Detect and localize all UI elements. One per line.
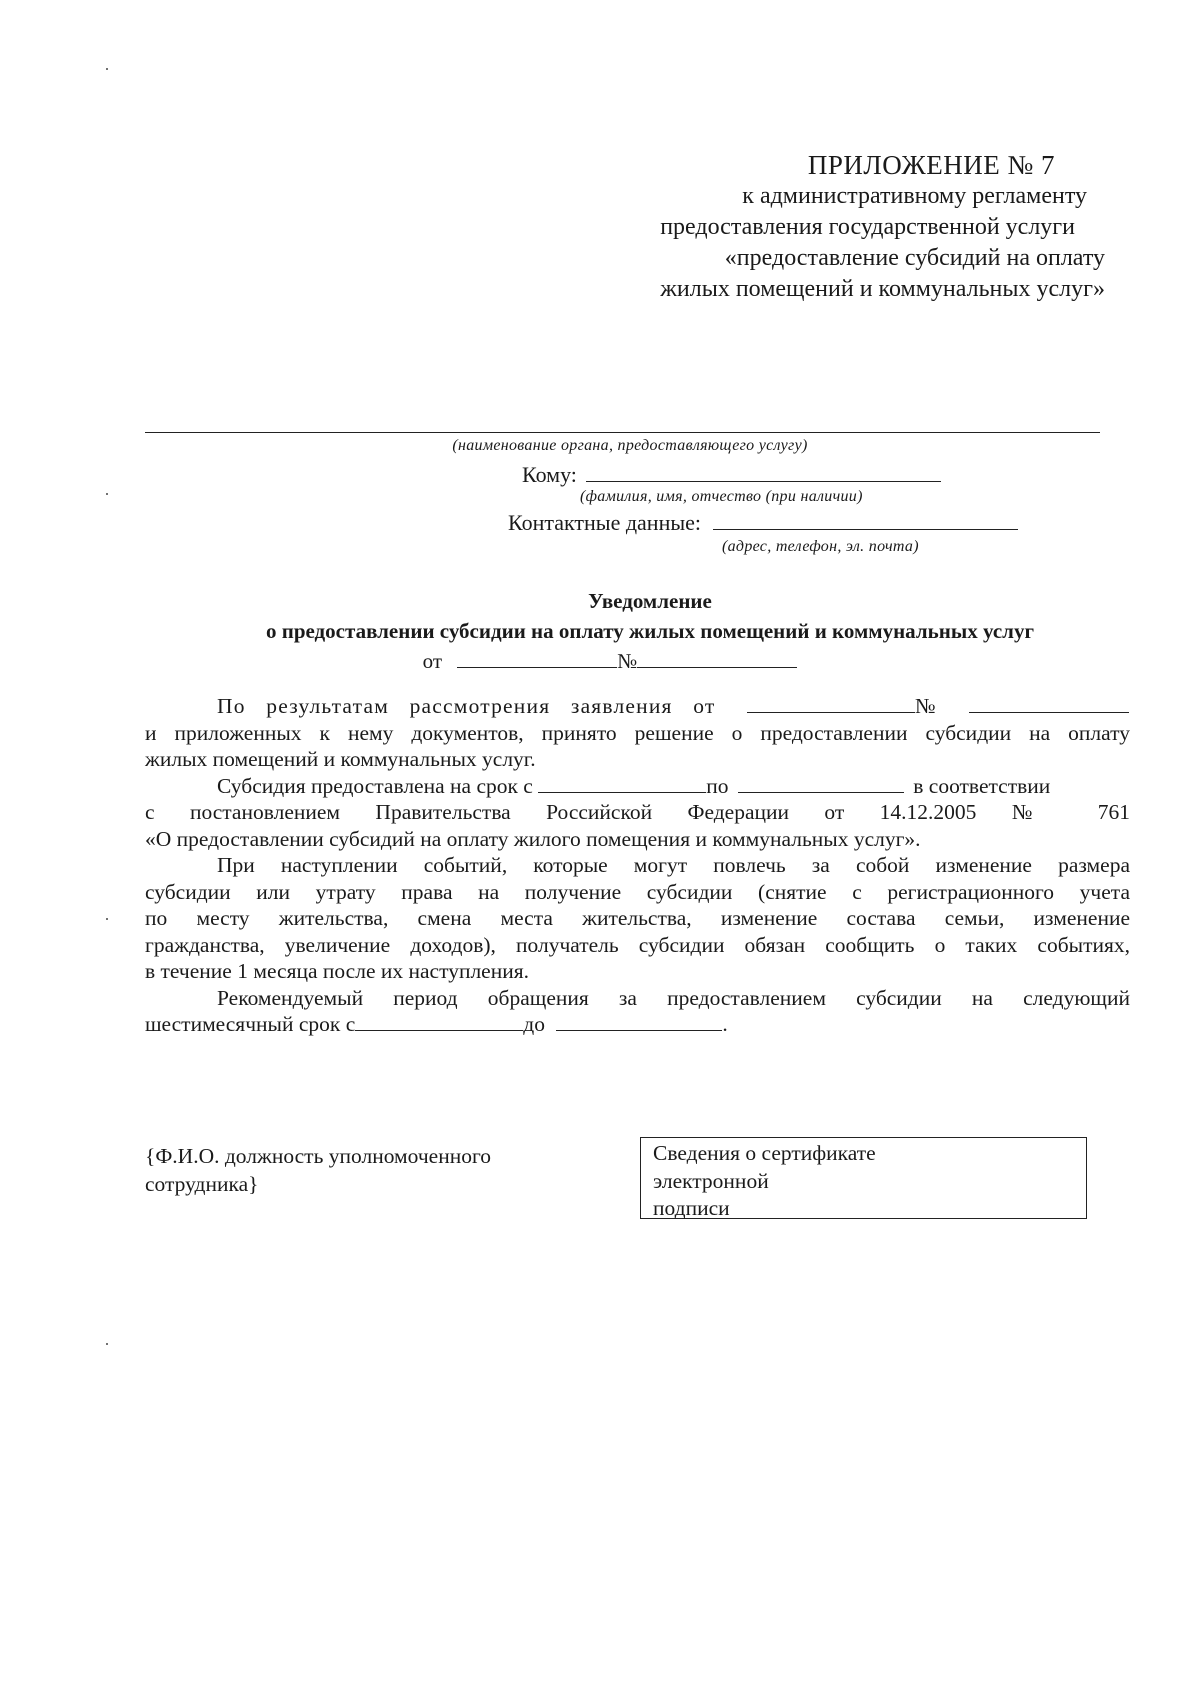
appendix-line: предоставления государственной услуги xyxy=(660,214,1075,240)
from-label: от xyxy=(422,649,443,673)
scan-speck xyxy=(106,918,108,920)
authority-fill-line xyxy=(145,432,1100,433)
authority-caption: (наименование органа, предоставляющего услугу) xyxy=(452,437,808,454)
body-line: по месту жительства, смена места жительства, изменение состава семьи, изменение xyxy=(145,906,1130,930)
notice-body xyxy=(145,693,1130,1038)
notice-date-blank xyxy=(457,649,617,668)
term-end-blank xyxy=(738,774,904,793)
number-label: № xyxy=(914,694,936,718)
notice-title xyxy=(0,586,1200,676)
term-start-blank xyxy=(538,774,706,793)
recipient-row xyxy=(522,461,941,488)
notice-subtitle-line: о предоставлении субсидии на оплату жилых помещений и коммунальных услуг xyxy=(265,619,1034,643)
body-line: жилых помещений и коммунальных услуг. xyxy=(145,747,536,771)
recipient-name-blank xyxy=(586,461,941,482)
body-text-fragment: до xyxy=(523,1012,545,1036)
body-text-fragment: по xyxy=(706,773,729,798)
cert-line: подписи xyxy=(653,1196,730,1220)
signer-block xyxy=(145,1142,575,1198)
body-line: с постановлением Правительства Российской Федерации от 14.12.2005 № 761 xyxy=(145,800,1130,824)
appendix-line: к административному регламенту xyxy=(742,183,1087,209)
body-line: гражданства, увеличение доходов), получатель субсидии обязан сообщить о таких событиях, xyxy=(145,932,1130,957)
contact-label: Контактные данные: xyxy=(508,510,701,535)
cert-line: Сведения о сертификате xyxy=(653,1141,876,1165)
body-line xyxy=(145,693,1130,720)
paragraph-events xyxy=(145,852,1130,985)
paragraph-period xyxy=(145,985,1130,1038)
fio-caption: (фамилия, имя, отчество (при наличии) xyxy=(580,488,863,505)
scan-speck xyxy=(106,1343,108,1345)
body-line: Рекомендуемый период обращения за предоставлением субсидии на следующий xyxy=(217,985,1130,1010)
body-line: При наступлении событий, которые могут повлечь за собой изменение размера xyxy=(217,853,1130,877)
notice-date-number-row xyxy=(0,646,1200,676)
scan-speck xyxy=(106,68,108,70)
appendix-header xyxy=(505,150,1105,305)
contact-caption: (адрес, телефон, эл. почта) xyxy=(722,538,919,555)
signer-line: сотрудника} xyxy=(145,1172,259,1196)
body-text-fragment: в соответствии xyxy=(913,773,1051,798)
appendix-line: жилых помещений и коммунальных услуг» xyxy=(660,276,1105,302)
contact-blank xyxy=(713,509,1018,530)
body-line: субсидии или утрату права на получение субсидии (снятие с регистрационного учета xyxy=(145,879,1130,904)
number-label: № xyxy=(617,649,638,673)
body-line xyxy=(145,773,1130,800)
application-date-blank xyxy=(747,694,915,713)
body-text-fragment: Субсидия предоставлена на срок с xyxy=(217,773,533,798)
period-end-blank xyxy=(556,1012,722,1031)
body-text-fragment: По результатам рассмотрения заявления от xyxy=(217,694,716,718)
application-number-blank xyxy=(969,694,1129,713)
appendix-line: «предоставление субсидий на оплату xyxy=(724,245,1105,271)
body-line: в течение 1 месяца после их наступления. xyxy=(145,959,529,983)
cert-line: электронной xyxy=(653,1168,769,1193)
body-line: и приложенных к нему документов, принято решение о предоставлении субсидии на оплату xyxy=(145,720,1130,745)
signature-certificate-box xyxy=(640,1137,1087,1219)
appendix-title: ПРИЛОЖЕНИЕ № 7 xyxy=(807,150,1055,180)
paragraph-term xyxy=(145,773,1130,853)
notice-number-blank xyxy=(637,649,797,668)
body-text-fragment: . xyxy=(722,1012,728,1036)
body-line: «О предоставлении субсидий на оплату жилого помещения и коммунальных услуг». xyxy=(145,826,921,851)
notice-title-line: Уведомление xyxy=(588,589,712,613)
to-label: Кому: xyxy=(522,462,577,487)
paragraph-decision xyxy=(145,693,1130,773)
scan-speck xyxy=(106,493,108,495)
body-text-fragment: шестимесячный срок с xyxy=(145,1012,356,1036)
body-line xyxy=(145,1011,1130,1038)
signer-line: {Ф.И.О. должность уполномоченного xyxy=(145,1144,492,1168)
period-start-blank xyxy=(355,1012,523,1031)
contact-row xyxy=(508,509,1018,536)
